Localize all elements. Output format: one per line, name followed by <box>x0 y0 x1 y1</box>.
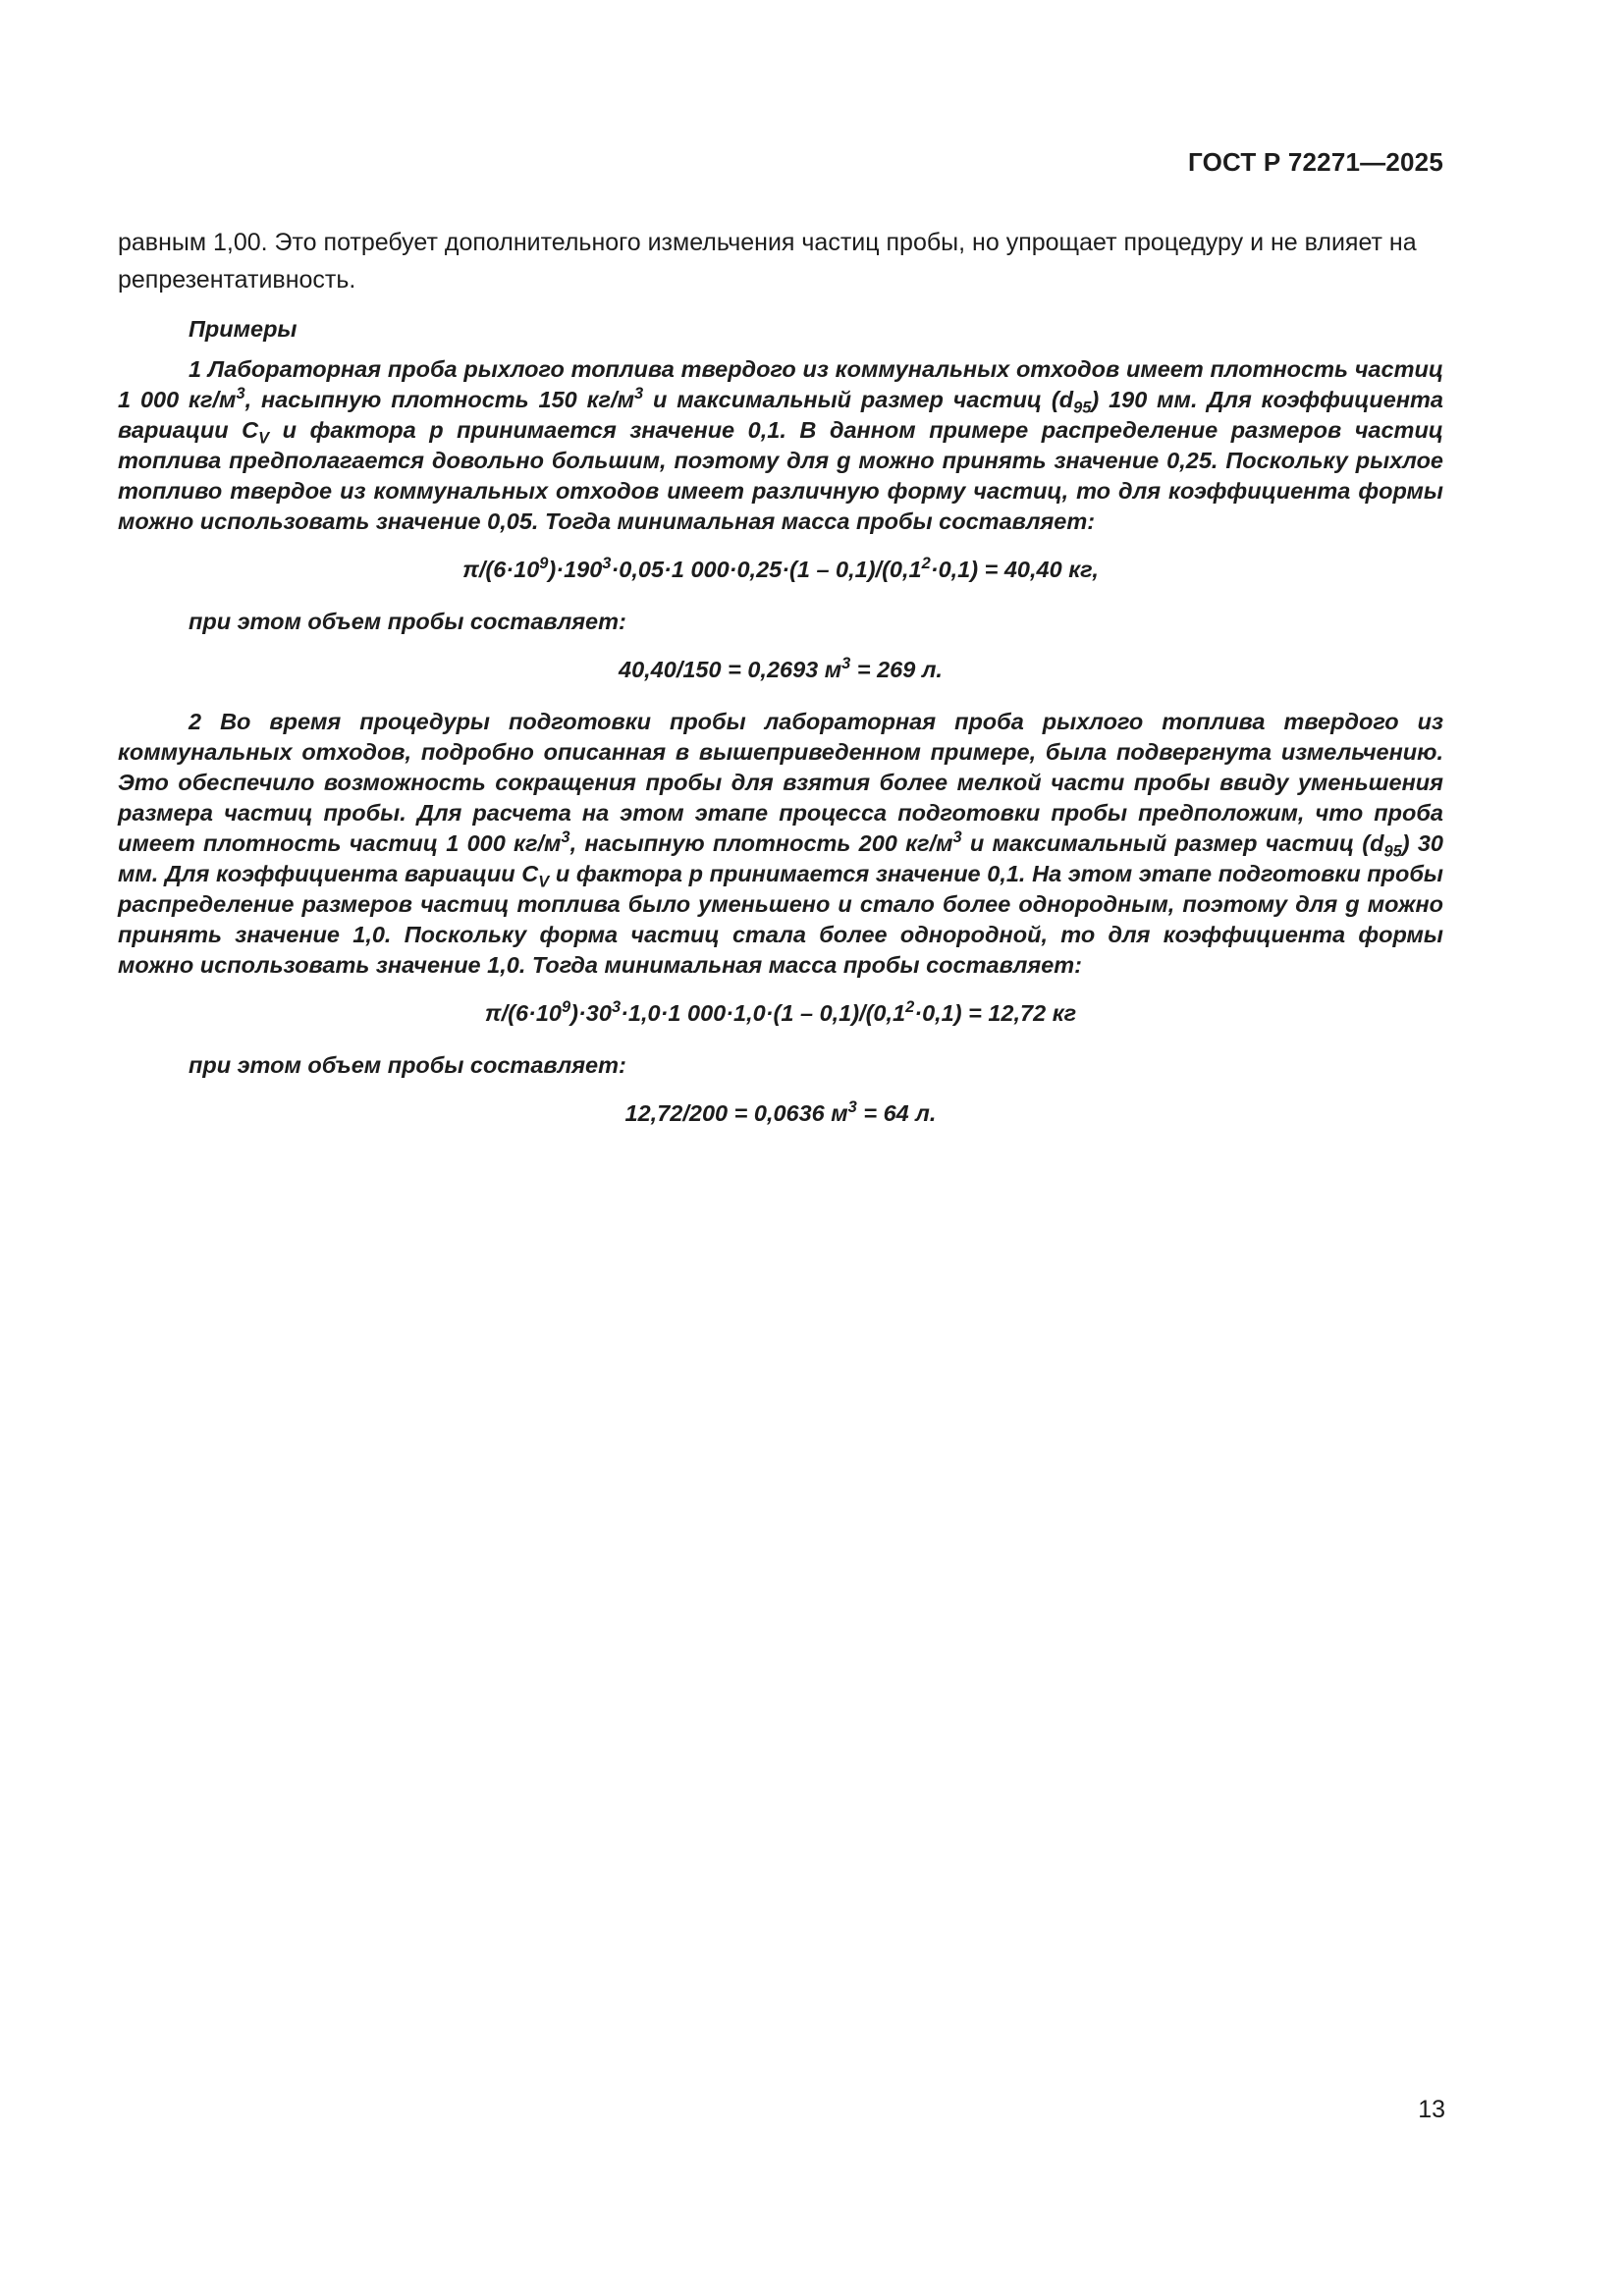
example-2-mass-formula: $\pi/(6\cdot 10^9)\cdot 30^3\cdot 1,0\cdot 1$ $000\cdot 1,0\cdot(1 - 0,1)/(0,1^2\cdot 0,1) = 12,72$ кг <box>484 998 1077 1026</box>
page-content <box>118 224 1443 1150</box>
example-1-volume-label: при этом объем пробы составляет: <box>189 609 626 634</box>
page-number: 13 <box>1418 2096 1445 2123</box>
intro-paragraph: равным 1,00. Это потребует дополнительного измельчения частиц пробы, но упрощает процедуру и не влияет на репрезентативность. <box>118 229 1417 294</box>
example-1-volume-formula: 40,40/150 = 0,2693 $м^3 = 269$ л. <box>619 655 943 682</box>
examples-title: Примеры <box>189 316 298 342</box>
example-1-text: 1 Лабораторная проба рыхлого топлива твердого из коммунальных отходов имеет плотность частиц 1 000 $кг/м^3$, насыпную плотность 150 $кг/м^3$ и максимальный размер частиц $(d_{95})$ 190 мм. Для коэффициента вариации $C_V$ и фактора p принимается значение 0,1. В данном примере распределение размеров частиц топлива предполагается довольно большим, поэтому для g можно принять значение 0,25. Поскольку рыхлое топливо твердое из коммунальных отходов имеет различную форму частиц, то для коэффициента формы можно использовать значение 0,05. Тогда минимальная масса пробы составляет: <box>118 356 1444 534</box>
example-1-mass-formula: $\pi/(6\cdot 10^9)\cdot 190^3\cdot 0,05\cdot 1$ $000\cdot 0,25\cdot(1 - 0,1)/(0,1^2\cdot 0,1) = 40,40$ кг, <box>462 555 1099 582</box>
example-2-volume-formula: 12,72/200 = 0,0636 $м^3 = 64$ л. <box>624 1098 937 1126</box>
example-2-volume-label: при этом объем пробы составляет: <box>189 1052 626 1078</box>
example-2-text: 2 Во время процедуры подготовки пробы лабораторная проба рыхлого топлива твердого из коммунальных отходов, подробно описанная в вышеприведенном примере, была подвергнута измельчению. Это обеспечило возможность сокращения пробы для взятия более мелкой части пробы ввиду уменьшения размера частиц пробы. Для расчета на этом этапе процесса подготовки пробы предположим, что проба имеет плотность частиц 1 000 $кг/м^3$, насыпную плотность 200 $кг/м^3$ и максимальный размер частиц $(d_{95})$ 30 мм. Для коэффициента вариации $C_V$ и фактора p принимается значение 0,1. На этом этапе подготовки пробы распределение размеров частиц топлива было уменьшено и стало более однородным, поэтому для g можно принять значение 1,0. Поскольку форма частиц стала более однородной, то для коэффициента формы можно использовать значение 1,0. Тогда минимальная масса пробы составляет: <box>118 709 1443 978</box>
document-number-header: ГОСТ Р 72271—2025 <box>1188 147 1443 177</box>
